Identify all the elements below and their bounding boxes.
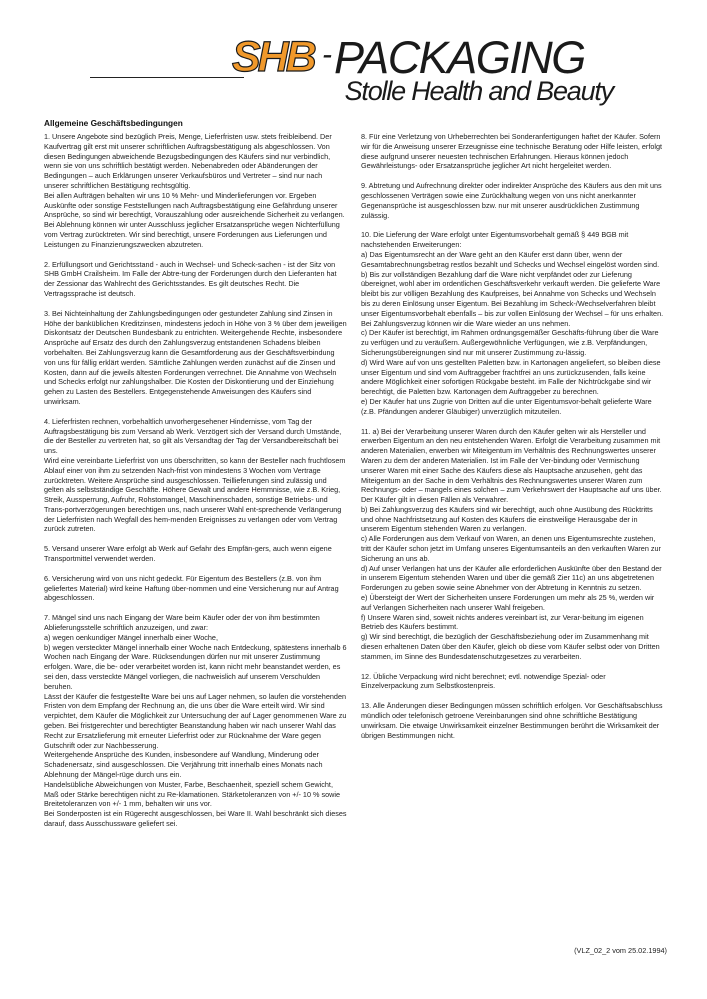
clause-3: 3. Bei Nichteinhaltung der Zahlungsbedingungen oder gestundeter Zahlung sind Zinsen in Höhe der banküblichen Kreditzinsen, mindestens jedoch in Höhe von 3 % über dem jeweiligen Diskontsatz der Deutschen Bundesbank zu entrichten. Weitergehende Rechte, insbesondere Ansprüche auf Ersatz des durch den Zahlungsverzug entstandenen Schadens bleiben vorbehalten. Bei Zahlungsverzug kann die Gesamtforderung aus der Geschäftsverbindung von uns für fällig erklärt werden. Sämtliche Zahlungen werden zunächst auf die Zinsen und Kosten, dann auf die jeweils ältesten Forderungen verrechnet. Die Annahme von Wechseln und Schecks erfolgt nur zahlungshalber. Die Kosten der Diskontierung und der Einziehung gehen zu Lasten des Bestellers. Entgegenstehende Anweisungen des Käufers sind unwirksam.: [44, 308, 347, 406]
clause-13: 13. Alle Änderungen dieser Bedingungen müssen schriftlich erfolgen. Vor Geschäftsabschluss mündlich oder telefonisch getroene Vereinbarungen sind ohne schriftliche Bestätigung unwirksam. Die etwaige Unwirksamkeit einzelner Bestimmungen berührt die Wirksamkeit der übrigen Bestimmungen nicht.: [361, 701, 663, 740]
logo-dash: -: [322, 38, 332, 71]
clause-8: 8. Für eine Verletzung von Urheberrechten bei Sonderanfertigungen haftet der Käufer. Sofern wir für die Anweisung unserer Erzeugnisse eine technische Beratung oder Hilfe leisten, erfolgt diese aufgrund unserer neuesten technischen Erfahrungen. Hieraus können jedoch Gewährleistungs- oder Ersatzansprüche jeglicher Art nicht hergeleitet werden.: [361, 132, 663, 171]
document-title: Allgemeine Geschäftsbedingungen: [44, 118, 183, 128]
logo-subtitle: Stolle Health and Beauty: [344, 76, 613, 106]
document-version: (VLZ_02_2 vom 25.02.1994): [574, 946, 667, 955]
clause-6: 6. Versicherung wird von uns nicht gedeckt. Für Eigentum des Bestellers (z.B. von ihm geliefertes Material) wird keine Haftung über-nommen und eine Versicherung nur auf Antrag abgeschlossen.: [44, 573, 339, 603]
logo-name: PACKAGING: [334, 32, 585, 83]
left-column: [44, 132, 347, 839]
clause-5: 5. Versand unserer Ware erfolgt ab Werk auf Gefahr des Empfän-gers, auch wenn eigene Transportmittel verwendet werden.: [44, 544, 332, 564]
letterhead: [0, 0, 707, 112]
clause-12: 12. Übliche Verpackung wird nicht berechnet; evtl. notwendige Spezial- oder Einzelverpackung zum Selbstkostenpreis.: [361, 671, 606, 691]
header-rule: [90, 77, 244, 78]
right-column: [361, 132, 664, 750]
logo-brand: SHB: [232, 33, 314, 81]
clause-4: 4. Lieferfristen rechnen, vorbehaltlich unvorhergesehener Hindernisse, vom Tag der Auftragsbestätigung bis zum Versand ab Werk. Verzögert sich der Versand durch Umstände, die der Besteller zu vertreten hat, so gilt als Versandtag der Tag der Versandbereitschaft bei uns. Wird eine vereinbarte Lieferfrist von uns überschritten, so kann der Besteller nach fruchtlosem Ablauf einer von ihm zu setzenden Nach-frist von mindestens 3 Wochen vom Vertrage zurücktreten. Weitere Ansprüche sind ausgeschlossen. Teillieferungen sind zulässig und gelten als selbstständige Geschäfte. Höhere Gewalt und andere Hemmnisse, wie z.B. Krieg, Streik, Aussperrung, Aufruhr, Rohstomangel, Maschinenschaden, sonstige Betriebs- und Trans-portverzögerungen berechtigen uns, nach unserer Wahl ent-sprechende Verlängerung der Lieferfristen nach Wegfall des hem-menden Ereignisses zu verlangen oder vom Vertrag zurück zutreten.: [44, 416, 346, 534]
clause-1: 1. Unsere Angebote sind bezüglich Preis, Menge, Lieferfristen usw. stets freibleibend. Der Kaufvertrag gilt erst mit unserer schriftlichen Auftragsbestätigung als abgeschlossen. Von diesen Bedingungen abweichende Bezugsbedingungen des Käufers sind nur verbindlich, wenn sie von uns schriftlich bestätigt werden. Nebenabreden oder Abänderungen der Bedingungen – auch Erklärungen unserer Verkaufsbüros und Vertreter – sind nur nach unserer schriftlichen Bestätigung rechtsgültig. Bei allen Aufträgen behalten wir uns 10 % Mehr- und Minderlieferungen vor. Ergeben Auskünfte oder sonstige Feststellungen nach Auftragsbestätigung eine Gefährdung unserer Ansprüche, so sind wir berechtigt, Vorauszahlung oder ausreichende Sicherheit zu verlangen. Bei Ablehnung können wir unter Ausschluss jeglicher Ersatzansprüche wegen Nichterfüllung vom Vertrag zurücktreten. Wir sind berechtigt, unsere Forderungen aus Lieferungen und Leistungen zu Finanzierungszwecken abzutreten.: [44, 132, 345, 249]
clause-9: 9. Abtretung und Aufrechnung direkter oder indirekter Ansprüche des Käufers aus den mit uns geschlossenen Verträgen sowie eine Zurückhaltung wegen von uns nicht anerkannter Gegenansprüche ist ausgeschlossen bzw. nur mit unserer ausdrücklichen Zustimmung zulässig.: [361, 181, 662, 220]
clause-10: 10. Die Lieferung der Ware erfolgt unter Eigentumsvorbehalt gemäß § 449 BGB mit nachstehenden Erweiterungen: a) Das Eigentumsrecht an der Ware geht an den Käufer erst dann über, wenn der Gesamtabrechnungsbetrag restlos bezahlt und Schecks und Wechsel eingelöst worden sind. b) Bis zur vollständigen Bezahlung darf die Ware nicht verpfändet oder zur Lieferung übereignet, wohl aber im ordentlichen Geschäftsverkehr verkauft werden. Die gelieferte Ware bleibt bis zur völligen Bezahlung des Kaufpreises, bei Annahme von Schecks und Wechseln bis zu deren Einlösung unser Eigentum. Bei Bezahlung im Scheck-/Wechselverfahren bleibt unser Eigentumsvorbehalt ebenfalls – bis zur vollen Einlösung der Wechsel – für uns erhalten. Bei Zahlungsverzug können wir die Ware wieder an uns nehmen. c) Der Käufer ist berechtigt, im Rahmen ordnungsgemäßer Geschäfts-führung über die Ware zu verfügen und zu veräußern. Außergewöhnliche Verfügungen, wie z.B. Verpfändungen, Sicherungsübereignungen sind nur mit unserer Zustimmung zu-lässig. d) Wird Ware auf von uns gestellten Paletten bzw. in Kartonagen angeliefert, so bleiben diese unser Eigentum und sind vom Auftraggeber frachtfrei an uns zurückzusenden, falls keine andere Möglichkeit einer sofortigen Rückgabe besteht. im Falle der Nichtrückgabe sind wir berechtigt, die Paletten bzw. Kartonagen dem Auftraggeber zu berechnen. e) Der Käufer hat uns Zugrie von Dritten auf die unter Eigentumsvor-behalt gelieferte Ware (z.B. Pfändungen anderer Gläubiger) unverzüglich mitzuteilen.: [361, 230, 664, 416]
clause-7: 7. Mängel sind uns nach Eingang der Ware beim Käufer oder der von ihm bestimmten Ablieferungsstelle schriftlich anzuzeigen, und zwar: a) wegen oenkundiger Mängel innerhalb einer Woche, b) wegen versteckter Mängel innerhalb einer Woche nach Entdeckung, spätestens innerhalb 6 Wochen nach Eingang der Ware. Rücksendungen dürfen nur mit unserer Zustimmung erfolgen. Ware, die be- oder verarbeitet worden ist, kann nicht mehr beanstandet werden, es sei den, dass versteckte Mängel vorliegen, die nachweislich auf unserem Verschulden beruhen. Lässt der Käufer die festgestellte Ware bei uns auf Lager nehmen, so laufen die vorstehenden Fristen von dem Empfang der Rechnung an, die uns über die Ware erteilt wird. Wir sind verpichtet, dem Käufer die Möglichkeit zur Untersuchung der auf Lager genommenen Ware zu geben. Bei fristgerechter und berechtigter Beanstandung haben wir nach unserer Wahl das Recht zur Ersatzlieferung mit erneuter Lieferfrist oder zur Rücknahme der Ware gegen Gutschrift oder zur Nachbesserung. Weitergehende Ansprüche des Kunden, insbesondere auf Wandlung, Minderung oder Schadenersatz, sind ausgeschlossen. Die Verjährung tritt innerhalb eines Monats nach Ablehnung der Mängel-rüge durch uns ein. Handelsübliche Abweichungen von Muster, Farbe, Beschaenheit, speziell schem Gewicht, Maß oder Stärke berechtigen nicht zu Re-klamationen. Stärketoleranzen von +/- 10 % sowie Breitetoleranzen von +/- 1 mm, behalten wir uns vor. Bei Sonderposten ist ein Rügerecht ausgeschlossen, bei Ware II. Wahl beschränkt sich dieses darauf, dass Ausschussware geliefert sei.: [44, 613, 347, 828]
clause-11: 11. a) Bei der Verarbeitung unserer Waren durch den Käufer gelten wir als Hersteller und erwerben Eigentum an den neu entstehenden Waren. Erfolgt die Verarbeitung zusammen mit anderen Materialien, erwerben wir Miteigentum im Verhältnis des Rechnungswertes unserer Waren zu dem der anderen Materialien. Ist im Falle der Ver-bindung oder Vermischung unserer Waren mit einer Sache des Käufers diese als Hauptsache anzusehen, geht das Miteigentum an der Sache in dem Verhältnis des Rechnungswertes unserer Waren zum Rechnungs- oder – mangels eines solchen – zum Verkehrswert der Hauptsache auf uns über. Der Käufer gilt in diesen Fällen als Verwahrer. b) Bei Zahlungsverzug des Käufers sind wir berechtigt, auch ohne Ausübung des Rücktritts und ohne Nachfristsetzung auf Kosten des Käufers die einstweilige Herausgabe der in unserem Eigentum stehenden Waren zu verlangen. c) Alle Forderungen aus dem Verkauf von Waren, an denen uns Eigentumsrechte zustehen, tritt der Käufer schon jetzt im Umfang unseres Eigentumsanteils an den verkauften Waren zur Sicherung an uns ab. d) Auf unser Verlangen hat uns der Käufer alle erforderlichen Auskünfte über den Bestand der in unserem Eigentum stehenden Waren und über die gemäß Zier 11c) an uns abgetretenen Forderungen zu geben sowie seine Abnehmer von der Abtretung in Kenntnis zu setzen. e) Übersteigt der Wert der Sicherheiten unsere Forderungen um mehr als 25 %, werden wir auf Verlangen Sicherheiten nach unserer Wahl freigeben. f) Unsere Waren sind, soweit nichts anderes vereinbart ist, zur Verar-beitung im eigenen Betrieb des Käufers bestimmt. g) Wir sind berechtigt, die bezüglich der Geschäftsbeziehung oder im Zusammenhang mit diesen erhaltenen Daten über den Käufer, gleich ob diese vom Käufer selbst oder von Dritten stammen, im Sinne des Bundesdatenschutzgesetzes zu verarbeiten.: [361, 426, 662, 661]
clause-2: 2. Erfüllungsort und Gerichtsstand - auch in Wechsel- und Scheck-sachen - ist der Sitz von SHB GmbH Crailsheim. Im Falle der Abtre-tung der Forderungen durch den Lieferanten hat der Zessionar das Wahlrecht des Gerichtsstandes. Es gilt deutsches Recht. Die Vertragssprache ist deutsch.: [44, 259, 337, 298]
